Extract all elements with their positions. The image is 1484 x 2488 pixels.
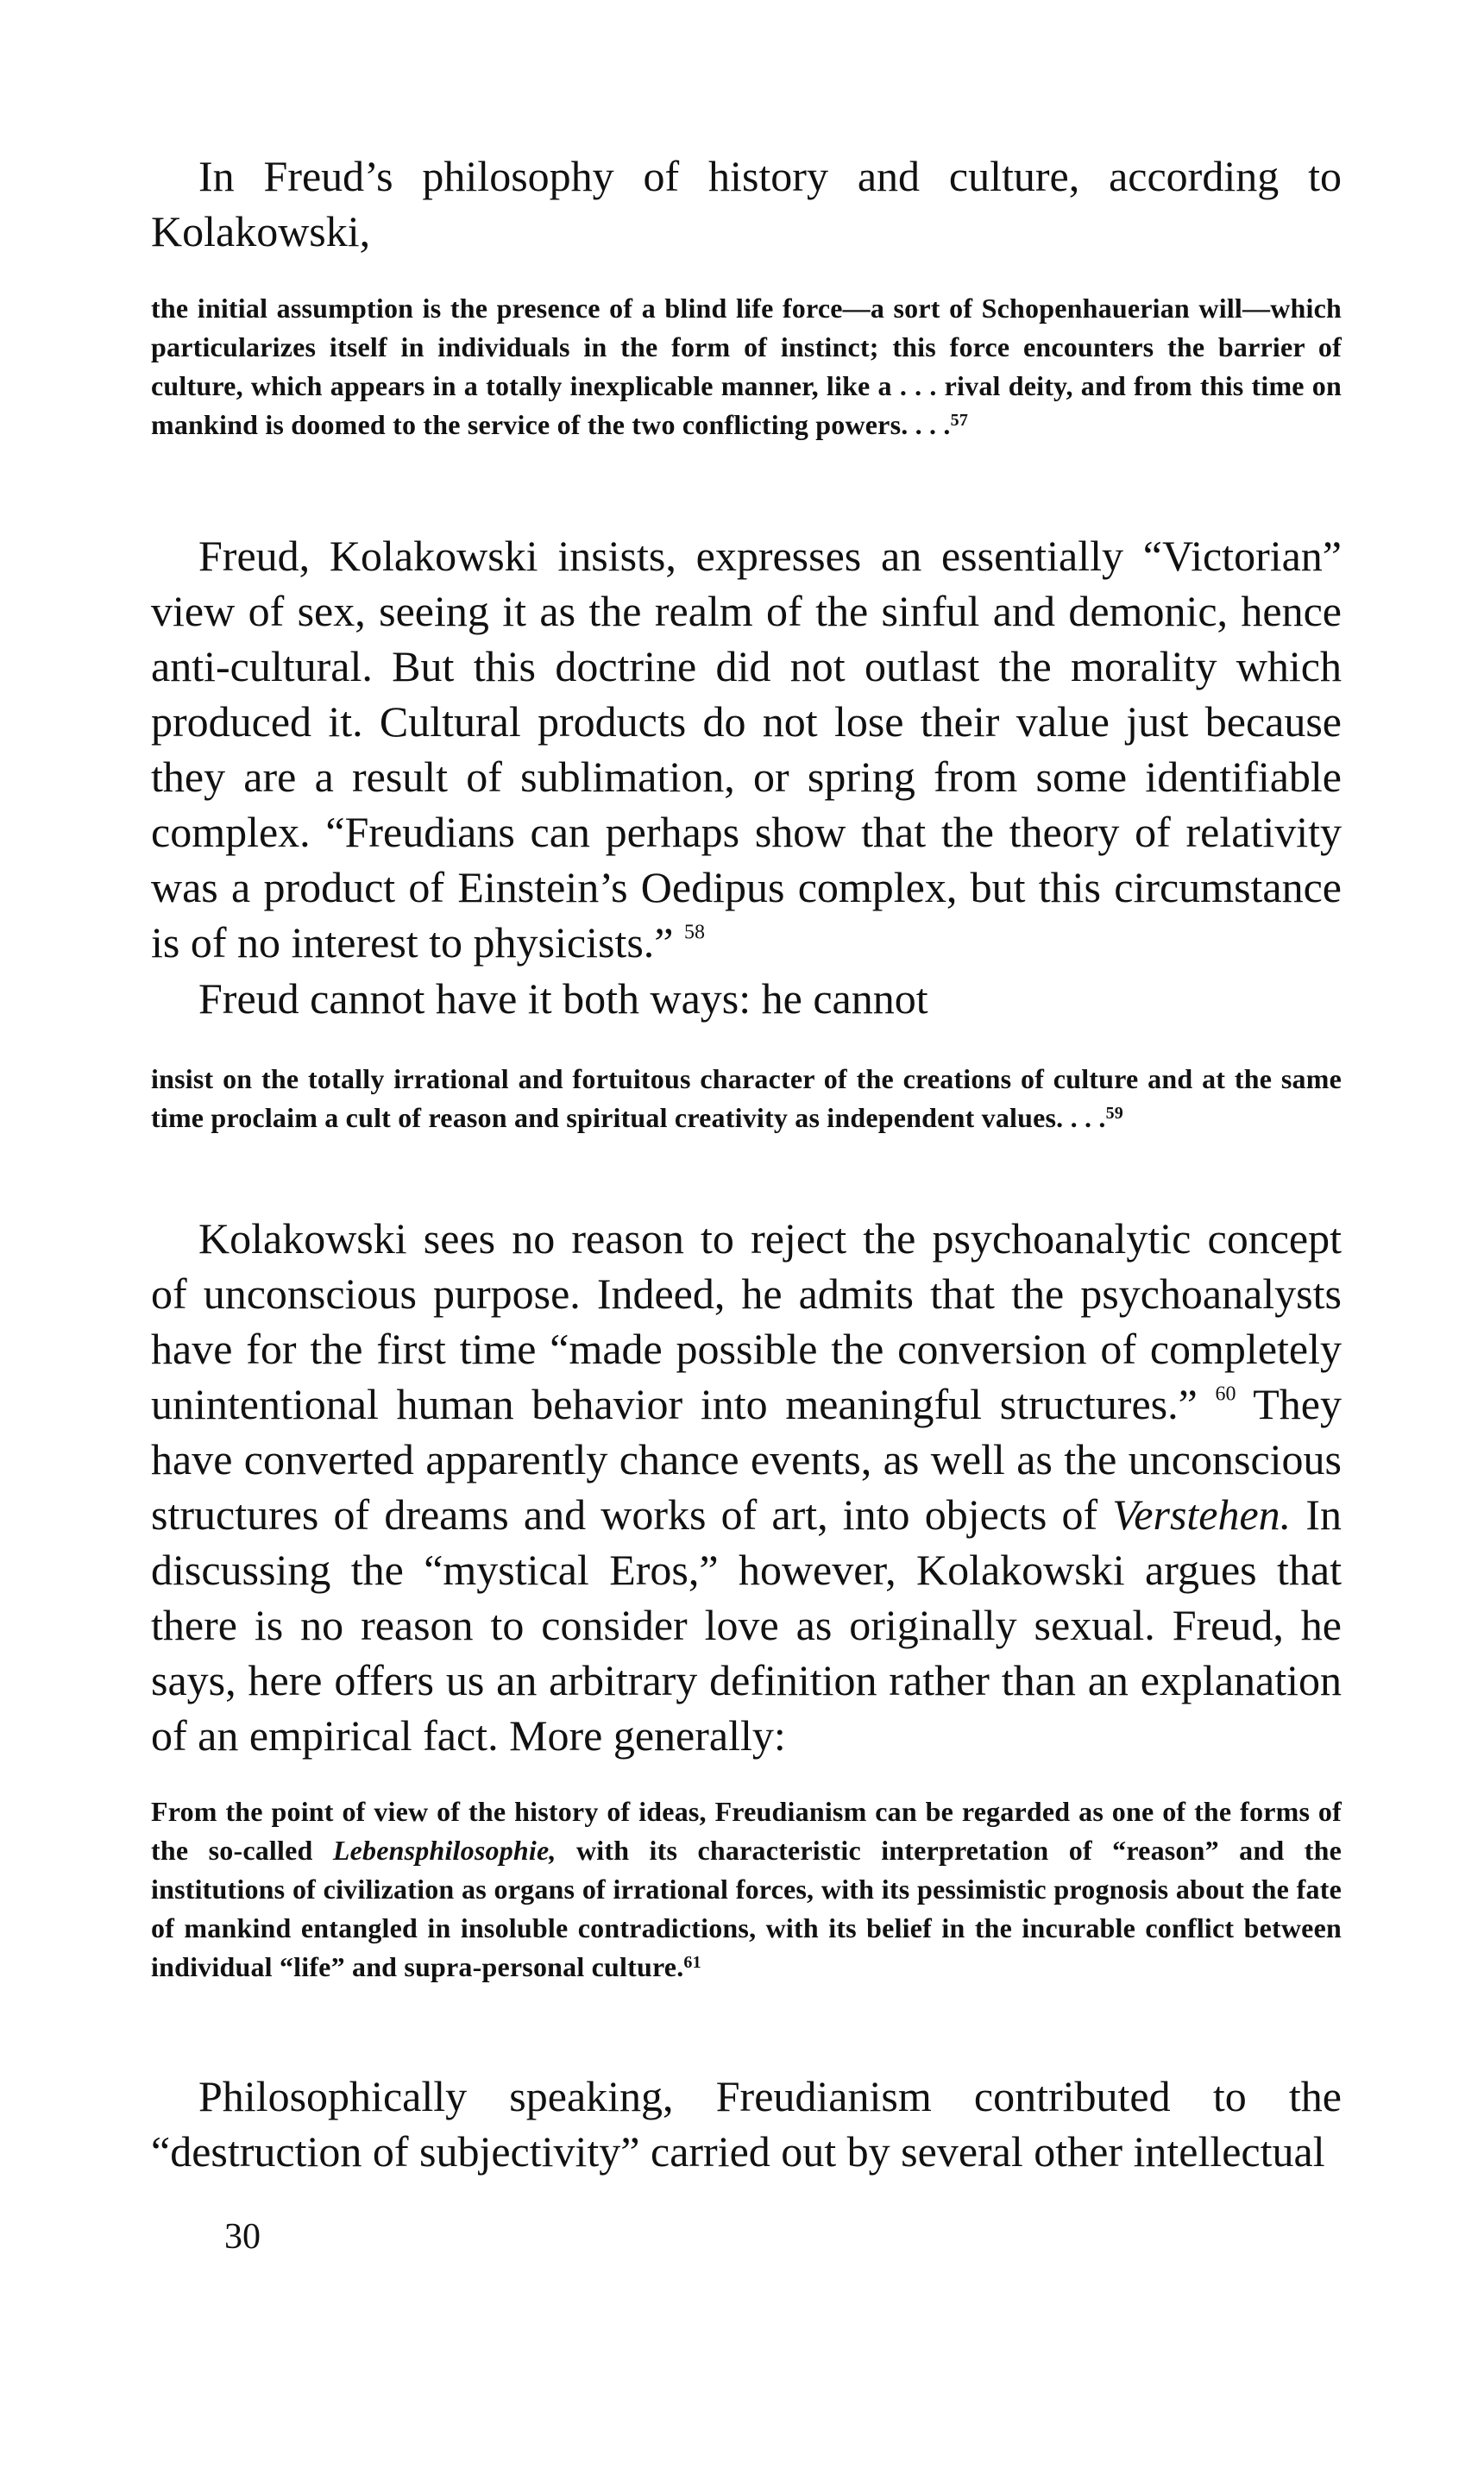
paragraph-text: They have converted apparently chance events, as well as the unconscious structures of dreams and works of art, into objects of — [151, 1380, 1342, 1539]
book-page — [151, 0, 1342, 2488]
paragraph-text: Freud, Kolakowski insists, expresses an essentially “Victorian” view of sex, seeing it as the realm of the sinful and demonic, hence anti-cultural. But this doctrine did not outlast the morality which produced it. Cultural products do not lose their value just because they are a result of sublimation, or spring from some identifiable complex. “Freudians can perhaps show that the theory of relativity was a product of Einstein’s Oedipus complex, but this circumstance is of no interest to physicists.” — [151, 532, 1342, 967]
paragraph-text: Philosophically speaking, Freudianism contributed to the “destruction of subjectivity” carried out by several other intellectual — [151, 2072, 1342, 2176]
footnote-marker: 59 — [1105, 1104, 1123, 1123]
footnote-marker: 57 — [950, 411, 969, 430]
paragraph-destruction-of-subjectivity — [151, 2069, 1342, 2179]
paragraph-both-ways — [151, 971, 1342, 1026]
paragraph-text: In discussing the “mystical Eros,” however, Kolakowski argues that there is no reason to consider love as originally sexual. Freud, he says, here offers us an arbitrary definition rather than an explanation of an empirical fact. More generally: — [151, 1490, 1342, 1760]
paragraph-text: Freud cannot have it both ways: he cannot — [198, 974, 928, 1023]
block-quote-text: with its characteristic interpretation of “reason” and the institutions of civilization as organs of irrational forces, with its pessimistic prognosis about the fate of mankind entangled in insoluble contradictions, with its belief in the incurable conflict between individual “life” and supra-personal culture. — [151, 1835, 1342, 1982]
block-quote-lebensphilosophie — [151, 1792, 1342, 1987]
page-number: 30 — [224, 2217, 261, 2257]
block-quote-blind-life-force — [151, 289, 1342, 444]
italic-term: Verstehen. — [1112, 1490, 1292, 1539]
footnote-marker: 61 — [683, 1953, 701, 1972]
block-quote-text: the initial assumption is the presence of a blind life force—a sort of Schopenhauerian will—which particularizes itself in individuals in the form of instinct; this force encounters the barrier of culture, which appears in a totally inexplicable manner, like a . . . rival deity, and from this time on mankind is doomed to the service of the two conflicting powers. . . . — [151, 293, 1342, 440]
paragraph-intro — [151, 148, 1342, 259]
block-quote-irrational-character — [151, 1060, 1342, 1137]
footnote-marker: 60 — [1215, 1383, 1236, 1406]
block-quote-text: From the point of view of the history of ideas, Freudianism can be regarded as one of the forms of the so-called — [151, 1796, 1342, 1866]
footnote-marker: 58 — [684, 921, 705, 944]
paragraph-intro-text: In Freud’s philosophy of history and culture, according to Kolakowski, — [151, 152, 1342, 255]
paragraph-unconscious-purpose — [151, 1211, 1342, 1763]
paragraph-text: Kolakowski sees no reason to reject the psychoanalytic concept of unconscious purpose. Indeed, he admits that the psychoanalysts have for the first time “made possible the conversion of completely unintentional human behavior into meaningful structures.” — [151, 1214, 1342, 1428]
block-quote-text: insist on the totally irrational and fortuitous character of the creations of culture and at the same time proclaim a cult of reason and spiritual creativity as independent values. . . . — [151, 1063, 1342, 1133]
paragraph-victorian-view — [151, 528, 1342, 970]
italic-term: Lebensphilosophie, — [332, 1835, 556, 1866]
